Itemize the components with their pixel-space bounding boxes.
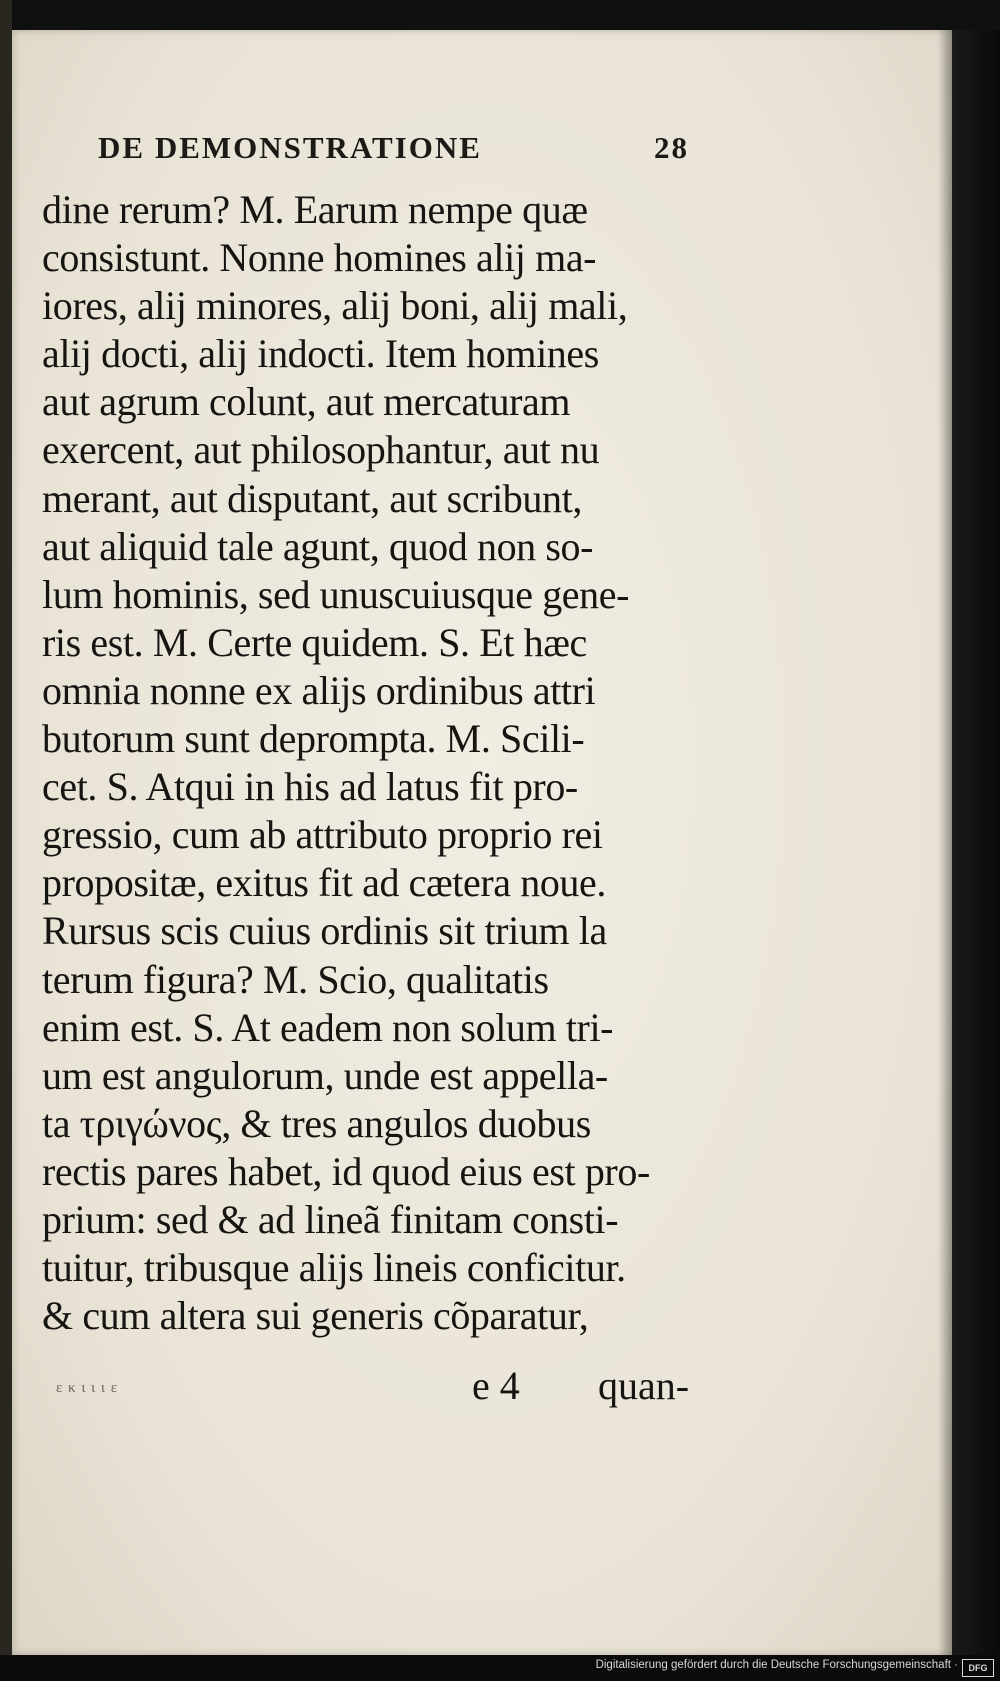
text-line: omnia nonne ex alijs ordinibus attri bbox=[42, 667, 596, 713]
text-line: alij docti, alij indocti. Item homines bbox=[42, 331, 599, 377]
text-line: gressio, cum ab attributo proprio rei bbox=[42, 812, 603, 858]
text-line: exercent, aut philosophantur, aut nu bbox=[42, 427, 600, 473]
text-line: aut agrum colunt, aut mercaturam bbox=[42, 379, 571, 425]
text-line: merant, aut disputant, aut scribunt, bbox=[42, 475, 582, 521]
catchword: quan- bbox=[598, 1363, 690, 1408]
credit-bar bbox=[0, 1655, 1000, 1681]
text-line: lum hominis, sed unuscuiusque gene- bbox=[42, 571, 630, 617]
text-line: um est angulorum, unde est appella- bbox=[42, 1052, 608, 1098]
text-line: ris est. M. Certe quidem. S. Et hæc bbox=[42, 619, 587, 665]
text-line: dine rerum? M. Earum nempe quæ bbox=[42, 187, 588, 232]
text-line: butorum sunt deprompta. M. Scili- bbox=[42, 716, 585, 762]
text-line: prium: sed & ad lineã finitam consti- bbox=[42, 1196, 619, 1242]
running-head bbox=[98, 130, 698, 166]
text-line: iores, alij minores, alij boni, alij mali, bbox=[42, 283, 628, 329]
text-line: consistunt. Nonne homines alij ma- bbox=[42, 235, 597, 281]
text-line: cet. S. Atqui in his ad latus fit pro- bbox=[42, 764, 578, 810]
text-line: Rursus scis cuius ordinis sit trium la bbox=[42, 908, 607, 954]
running-head-title: DE DEMONSTRATIONE bbox=[98, 130, 482, 165]
signature-mark: ε κ ι ι ι ε bbox=[56, 1380, 119, 1396]
text-line: rectis pares habet, id quod eius est pro- bbox=[42, 1148, 650, 1194]
dfg-logo: DFG bbox=[962, 1659, 994, 1677]
text-line: terum figura? M. Scio, qualitatis bbox=[42, 956, 549, 1002]
text-line: & cum altera sui generis cõparatur, bbox=[42, 1293, 589, 1339]
page-number: 28 bbox=[654, 130, 689, 165]
page-gutter-shadow bbox=[938, 30, 952, 1655]
text-line: tuitur, tribusque alijs lineis conficitur. bbox=[42, 1245, 626, 1291]
text-line: ta τριγώνος, & tres angulos duobus bbox=[42, 1100, 591, 1146]
text-line: aut aliquid tale agunt, quod non so- bbox=[42, 523, 594, 569]
text-line: enim est. S. At eadem non solum tri- bbox=[42, 1004, 614, 1050]
book-spine bbox=[952, 30, 1000, 1655]
page-footer bbox=[42, 1362, 722, 1410]
facing-page-edge bbox=[0, 0, 12, 1681]
digitization-credit: Digitalisierung gefördert durch die Deutsche Forschungsgemeinschaft · bbox=[595, 1659, 958, 1671]
text-line: propositæ, exitus fit ad cætera noue. bbox=[42, 860, 606, 906]
text-block bbox=[42, 186, 722, 1340]
signature-label: e 4 bbox=[472, 1363, 520, 1408]
